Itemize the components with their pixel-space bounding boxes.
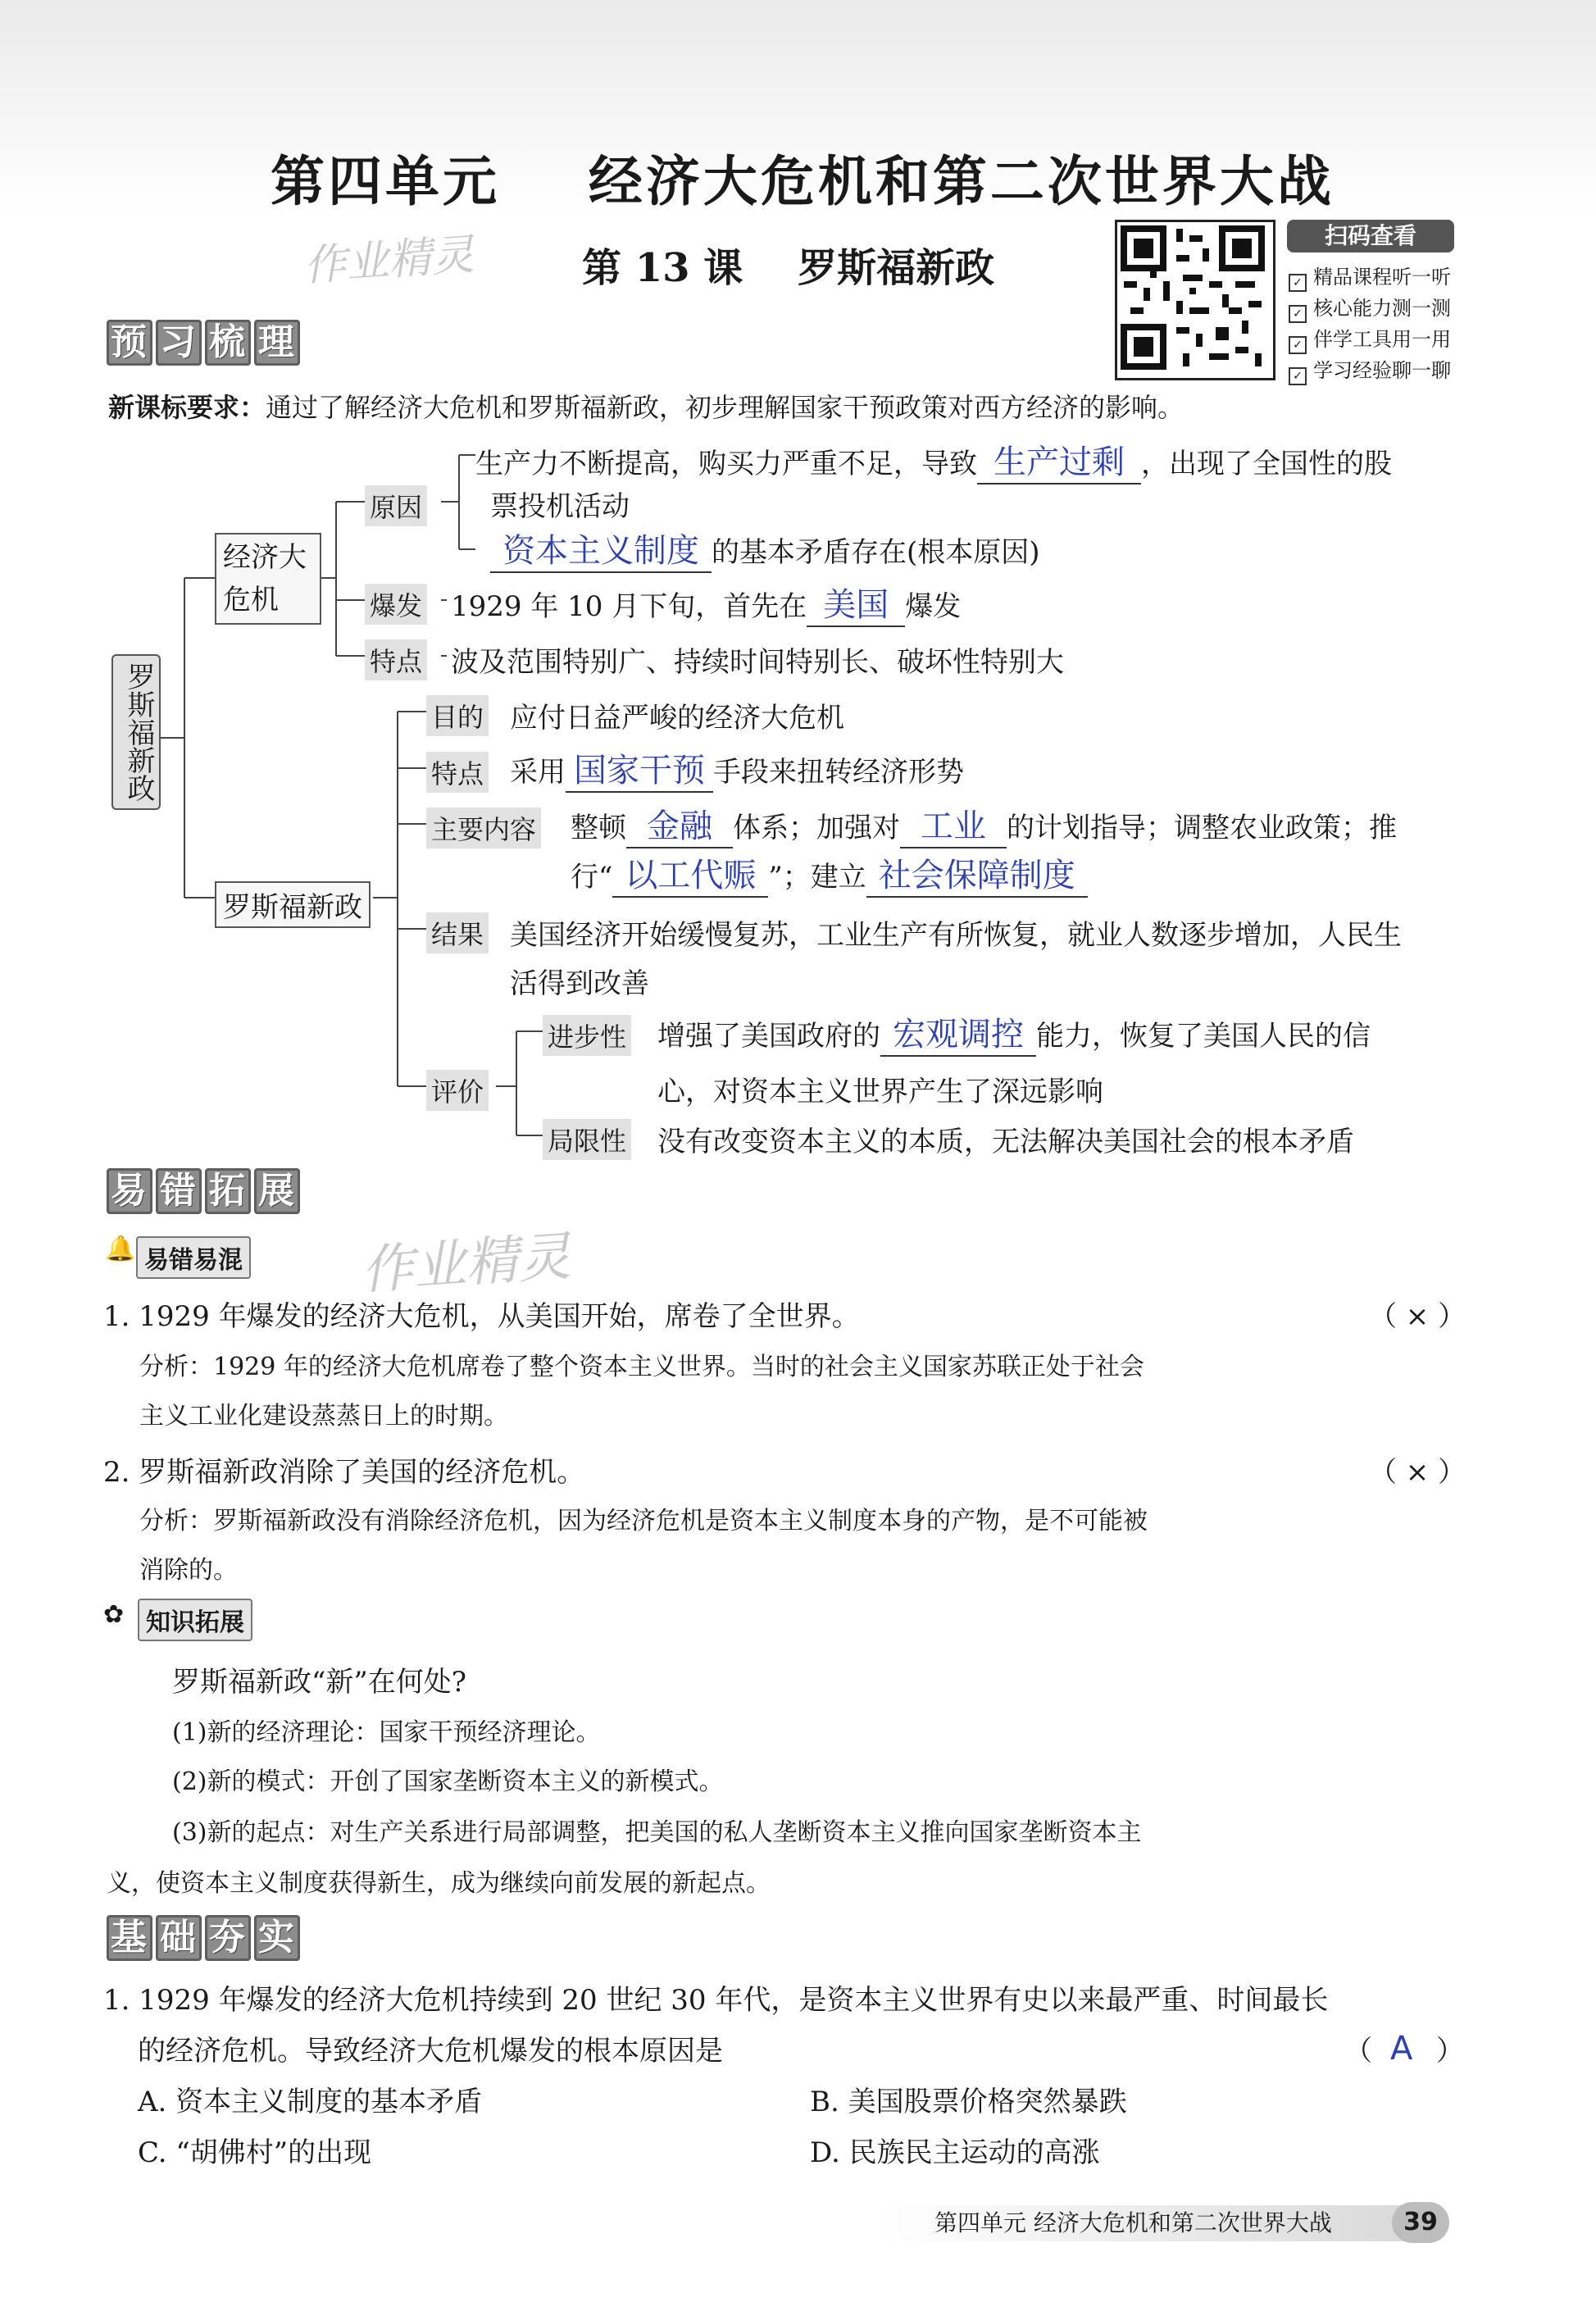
result-line1: 美国经济开始缓慢复苏，工业生产有所恢复，就业人数逐步增加，人民生 bbox=[510, 919, 1402, 952]
basics-q1-line2: 的经济危机。导致经济大危机爆发的根本原因是 bbox=[138, 2035, 723, 2068]
watermark: 作业精灵 bbox=[302, 230, 476, 292]
subsection-extension: 知识拓展 bbox=[138, 1599, 252, 1641]
node-economic-crisis: 经济大危机 bbox=[215, 533, 321, 625]
basics-q1-line1: 1. 1929 年爆发的经济大危机持续到 20 世纪 30 年代，是资本主义世界有史以来最严重、时间最长 bbox=[103, 1984, 1329, 2017]
node-crisis-feature: 特点 bbox=[365, 639, 427, 680]
option-d[interactable]: D. 民族民主运动的高涨 bbox=[810, 2136, 1100, 2169]
answer-macro-control: 宏观调控 bbox=[880, 1008, 1036, 1057]
puzzle-icon: ✿ bbox=[103, 1600, 125, 1629]
option-c[interactable]: C. “胡佛村”的出现 bbox=[138, 2136, 372, 2169]
page-number: 39 bbox=[1392, 2202, 1449, 2243]
qr-item: ✓ 核心能力测一测 bbox=[1289, 292, 1451, 323]
option-a[interactable]: A. 资本主义制度的基本矛盾 bbox=[138, 2086, 483, 2118]
newdeal-feature-line: 采用 国家干预 手段来扭转经济形势 bbox=[510, 744, 964, 793]
error-q2: 2. 罗斯福新政消除了美国的经济危机。 bbox=[103, 1456, 585, 1489]
page-footer: 第四单元 经济大危机和第二次世界大战 bbox=[877, 2205, 1418, 2241]
node-progress: 进步性 bbox=[543, 1015, 631, 1056]
section-preview-heading: 预 习 梳 理 bbox=[107, 320, 303, 366]
answer-paren-close: ） bbox=[1436, 2035, 1464, 2068]
progress-line2: 心，对资本主义世界产生了深远影响 bbox=[657, 1076, 1103, 1108]
qr-item: ✓ 伴学工具用一用 bbox=[1289, 323, 1451, 354]
error-q1-mark: （ × ） bbox=[1369, 1300, 1466, 1333]
node-limitation: 局限性 bbox=[543, 1119, 631, 1160]
error-q1: 1. 1929 年爆发的经济大危机，从美国开始，席卷了全世界。 bbox=[103, 1300, 860, 1333]
cause-line2: 票投机活动 bbox=[490, 490, 630, 523]
lesson-title: 第 13 课 罗斯福新政 bbox=[582, 245, 995, 291]
answer-choice: A bbox=[1390, 2030, 1413, 2068]
answer-finance: 金融 bbox=[626, 800, 733, 848]
check-icon: ✓ bbox=[1289, 274, 1307, 292]
answer-usa: 美国 bbox=[807, 579, 905, 627]
curriculum-requirement: 新课标要求：通过了解经济大危机和罗斯福新政，初步理解国家干预政策对西方经济的影响。 bbox=[108, 392, 1184, 423]
outbreak-line: 1929 年 10 月下旬，首先在 美国 爆发 bbox=[451, 579, 961, 627]
unit-title: 第四单元 经济大危机和第二次世界大战 bbox=[271, 149, 1335, 213]
node-new-deal: 罗斯福新政 bbox=[215, 881, 371, 928]
error-q2-mark: （ × ） bbox=[1369, 1456, 1466, 1489]
cause-line1: 生产力不断提高，购买力严重不足，导致 生产过剩 ，出现了全国性的股 bbox=[475, 436, 1392, 484]
watermark: 作业精灵 bbox=[359, 1226, 573, 1302]
answer-work-relief: 以工代赈 bbox=[612, 849, 768, 898]
answer-capitalist-system: 资本主义制度 bbox=[490, 525, 712, 573]
progress-line1: 增强了美国政府的 宏观调控 能力，恢复了美国人民的信 bbox=[657, 1008, 1371, 1057]
node-outbreak: 爆发 bbox=[365, 584, 427, 625]
content-line1: 整顿 金融 体系；加强对 工业 的计划指导；调整农业政策；推 bbox=[571, 800, 1397, 848]
node-purpose: 目的 bbox=[426, 695, 489, 736]
mindmap-root: 罗斯福新政 bbox=[111, 654, 161, 810]
check-icon: ✓ bbox=[1289, 336, 1307, 354]
qr-item: ✓ 精品课程听一听 bbox=[1289, 261, 1451, 292]
node-main-content: 主要内容 bbox=[426, 807, 541, 848]
extension-point-1: (1)新的经济理论：国家干预经济理论。 bbox=[172, 1718, 601, 1747]
subsection-confusables: 易错易混 bbox=[136, 1236, 251, 1279]
result-line2: 活得到改善 bbox=[510, 967, 649, 1000]
node-result: 结果 bbox=[426, 912, 489, 953]
node-cause: 原因 bbox=[365, 485, 427, 526]
cause-line3: 资本主义制度 的基本矛盾存在(根本原因) bbox=[490, 525, 1040, 573]
answer-paren-open: （ bbox=[1344, 2035, 1372, 2068]
answer-social-security: 社会保障制度 bbox=[866, 849, 1088, 898]
error-a2-line1: 分析：罗斯福新政没有消除经济危机，因为经济危机是资本主义制度本身的产物，是不可能被 bbox=[139, 1507, 1148, 1535]
section-basics-heading: 基 础 夯 实 bbox=[107, 1915, 303, 1961]
answer-overproduction: 生产过剩 bbox=[977, 436, 1141, 484]
node-newdeal-feature: 特点 bbox=[426, 752, 489, 793]
content-line2: 行“ 以工代赈 ”；建立 社会保障制度 bbox=[571, 849, 1088, 898]
node-evaluation: 评价 bbox=[426, 1070, 489, 1111]
extension-point-3a: (3)新的起点：对生产关系进行局部调整，把美国的私人垄断资本主义推向国家垄断资本主 bbox=[172, 1818, 1142, 1847]
option-b[interactable]: B. 美国股票价格突然暴跌 bbox=[810, 2086, 1127, 2118]
qr-scan-tag: 扫码查看 bbox=[1287, 220, 1454, 252]
error-a2-line2: 消除的。 bbox=[139, 1556, 238, 1585]
answer-state-intervention: 国家干预 bbox=[566, 744, 713, 793]
bell-icon: 🔔 bbox=[105, 1235, 136, 1263]
extension-point-3b: 义，使资本主义制度获得新生，成为继续向前发展的新起点。 bbox=[107, 1869, 771, 1898]
check-icon: ✓ bbox=[1289, 305, 1307, 323]
limitation-text: 没有改变资本主义的本质，无法解决美国社会的根本矛盾 bbox=[657, 1126, 1354, 1158]
purpose-text: 应付日益严峻的经济大危机 bbox=[510, 702, 844, 735]
extension-point-2: (2)新的模式：开创了国家垄断资本主义的新模式。 bbox=[172, 1767, 724, 1796]
error-a1-line2: 主义工业化建设蒸蒸日上的时期。 bbox=[139, 1402, 508, 1431]
qr-item: ✓ 学习经验聊一聊 bbox=[1289, 354, 1451, 385]
extension-question: 罗斯福新政“新”在何处? bbox=[172, 1666, 466, 1699]
answer-industry: 工业 bbox=[900, 800, 1007, 848]
section-errors-heading: 易 错 拓 展 bbox=[107, 1168, 303, 1214]
check-icon: ✓ bbox=[1289, 367, 1307, 385]
error-a1-line1: 分析：1929 年的经济大危机席卷了整个资本主义世界。当时的社会主义国家苏联正处于社会 bbox=[139, 1353, 1144, 1381]
crisis-feature-text: 波及范围特别广、持续时间特别长、破坏性特别大 bbox=[451, 646, 1064, 679]
